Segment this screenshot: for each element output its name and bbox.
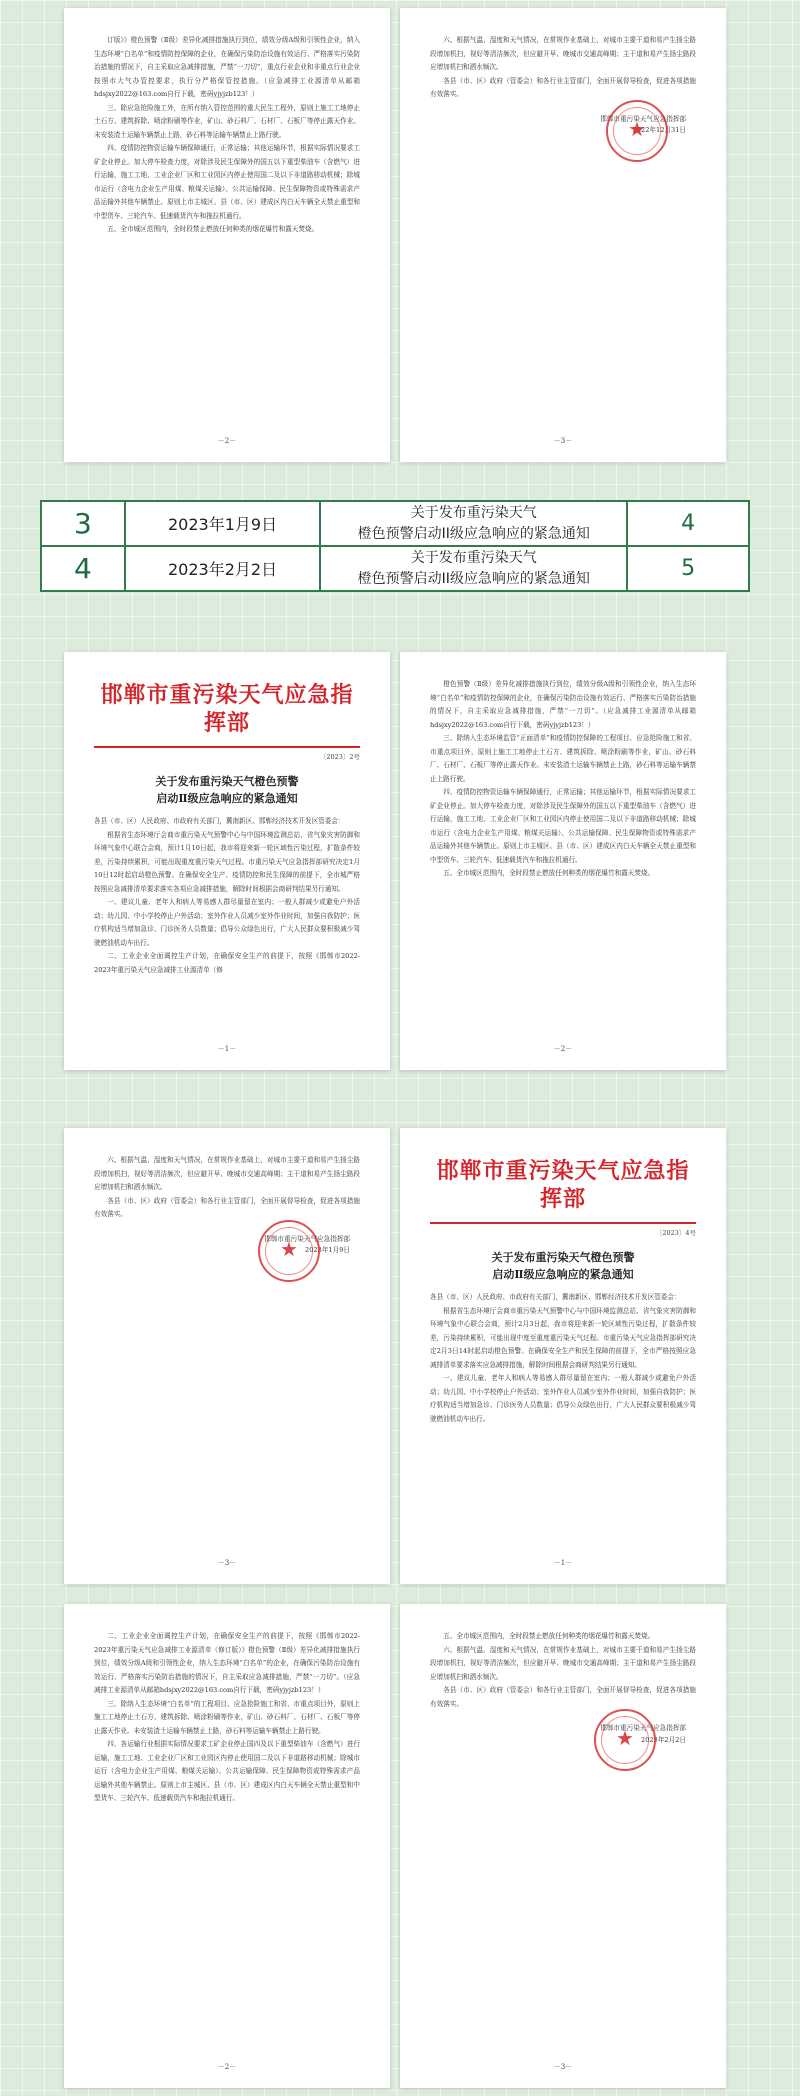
doc4-page-2 [64,1604,390,2088]
row-number: 3 [41,501,125,546]
red-divider [94,746,360,748]
paragraph: 一、建议儿童、老年人和病人等易感人群尽量留在室内；一般人群减少或避免户外活动；幼儿园、中小学校停止户外活动；室外作业人员减少室外作业时间，加强自我防护；医疗机构适当增加急诊、门诊医务人员数量；倡导公众绿色出行，广大人民群众要积极减少驾驶燃油机动车出行。 [430,1374,696,1423]
page-number: －2－ [217,2062,237,2071]
row-number: 4 [41,546,125,591]
document-index-table [40,500,750,592]
table-row [41,501,749,546]
paragraph: 六、根据气温、湿度和天气情况，在常规作业基础上，对城市主要干道和易产生扬尘路段增加机扫，视好等清洁频次，但应避开早、晚城市交通高峰期；主干道和易产生扬尘路段应增加机扫和洒水频次。 [430,1645,696,1681]
masthead: 邯郸市重污染天气应急指挥部 [436,1158,690,1212]
official-seal-icon: ★ [594,1709,656,1771]
addressee: 各县（市、区）人民政府、市政府有关部门，冀南新区、邯郸经济技术开发区管委会： [94,817,345,826]
official-seal-icon: ★ [258,1220,320,1282]
page-number: －2－ [553,1044,573,1053]
page-number: －2－ [217,436,237,445]
paragraph: 四、疫情防控物资运输车辆保障通行，正常运输；其他运输环节，根据实际情况要求工矿企业停止。加大停车检查力度，对除涉及民生保障外的国五以下重型柴油车（含燃气）进行运输，施工工地、工业企业厂区和工业园区内停止使用国二及以下非道路移动机械；除城市运行（含电力企业生产用煤、粮煤关运输）、公共运输保障、民生保障物资或特殊需求产品运输外其他车辆禁止。原则上市主城区、县（市、区）建成区内白天车辆全天禁止重型和中型货车、三轮汽车、低速载货汽车和拖拉机通行。 [94,144,360,220]
paragraph: 二、工业企业全面调控生产计划，在确保安全生产的前提下，按照《邯郸市2022-2023年重污染天气应急减排工业源清单（修订版）》橙色预警（Ⅱ级）差异化减排措施执行到位，绩效分级A级和引领性企业，纳入生态环境“白名单”的企业，在确保污染防治设施有效运行、严格落实污染防治措施的情况下，自主采取应急减排措施，严禁“一刀切”。（应急减排工业源清单从邮箱hdsjxy2022@163.com自行下载，密码yjyjzb123！） [94,1632,360,1695]
paragraph: 订版》》橙色预警（Ⅱ级）差异化减排措施执行到位，绩效分级A级和引领性企业，纳入生态环境“白名单”和疫情防控保障的企业，在确保污染防治设施有效运行、严格落实污染防治措施的情况下，自主采取应急减排措施，严禁“一刀切”，重点行业企业和非重点行业企业按照市大气办管控要求，执行分严格保管控措施。（应急减排工业源清单从邮箱hdsjxy2022@163.com自行下载，密码yjyjzb123！） [94,36,360,99]
paragraph: 五、全市城区范围内，全时段禁止燃放任何种类的烟花爆竹和露天焚烧。 [443,869,655,878]
paragraph: 四、疫情防控物资运输车辆保障通行，正常运输；其他运输环节，根据实际情况要求工矿企业停止。加大停车检查力度，对除涉及民生保障外的国五以下重型柴油车（含燃气）进行运输，施工工地、工业企业厂区和工业园区内停止使用国二及以下非道路移动机械；除城市运行（含电力企业生产用煤、粮煤关运输）、公共运输保障、民生保障物资或特殊需求产品运输外其他车辆禁止。原则上市主城区、县（市、区）建成区内白天车辆全天禁止重型和中型货车、三轮汽车、低速载货汽车和拖拉机通行。 [430,788,696,864]
doc-page-top-left [64,8,390,462]
paragraph: 四、各运输行业根据实际情况要求工矿企业停止国四及以下重型柴油车（含燃气）进行运输，施工工地、工业企业厂区和工业园区内停止使用国二及以下非道路移动机械；除城市运行（含电力企业生产用煤、粮煤关运输）、公共运输保障、民生保障物资或特殊需求产品运输外其他车辆禁止。原则上市主城区、县（市、区）建成区内白天车辆全天禁止重型和中型货车、三轮汽车、低速载货汽车和拖拉机通行。 [94,1740,360,1803]
row-date: 2023年1月9日 [125,501,321,546]
paragraph: 三、除纳入生态环境“白名单”的工程项目、应急抢险施工和省、市重点项目外，原则上施工工地停止土石方、建筑拆除、喷涂粉刷等作业，矿山、砂石料厂、石材厂、石板厂等停止露天作业。未安装渣土运输车辆禁止上路，砂石料等运输车辆禁止上路行驶。 [94,1699,360,1735]
document-title: 关于发布重污染天气橙色预警 启动Ⅱ级应急响应的紧急通知 [155,775,299,805]
paragraph: 各县（市、区）政府（管委会）和各行业主管部门，全面开展督导检查，促进各项措施有效落实。 [430,1686,696,1708]
paragraph: 三、除纳入生态环境监管“正面清单”和疫情防控保障的工程项目、应急抢险施工和省、市重点项目外，原则上施工工地停止土石方、建筑拆除、喷涂粉刷等作业，矿山、砂石料厂、石材厂、石板厂等停止露天作业。未安装渣土运输车辆禁止上路，砂石料等运输车辆禁止上路行驶。 [430,734,696,783]
official-seal-icon: ★ [606,100,668,162]
signature: 邯郸市重污染天气应急指挥部 [600,1724,686,1733]
doc3-page-3 [64,1128,390,1584]
paragraph: 五、全市城区范围内，全时段禁止燃放任何种类的烟花爆竹和露天焚烧。 [107,225,319,234]
doc3-page-1 [64,652,390,1070]
document-title: 关于发布重污染天气橙色预警 启动Ⅱ级应急响应的紧急通知 [491,1251,635,1281]
paragraph: 二、工业企业全面调控生产计划，在确保安全生产的前提下，按照《邯郸市2022-2023年重污染天气应急减排工业源清单（修 [94,952,360,974]
row-page-count: 4 [627,501,749,546]
page-number: －3－ [217,1558,237,1567]
paragraph: 五、全市城区范围内，全时段禁止燃放任何种类的烟花爆竹和露天焚烧。 [443,1632,655,1640]
page-number: －3－ [553,436,573,445]
paragraph: 橙色预警（Ⅱ级）差异化减排措施执行到位，绩效分级A级和引领性企业，纳入生态环境“白名单”和疫情防控保障的企业，在确保污染防治设施有效运行、严格落实污染防治措施的情况下，自主采取应急减排措施，严禁“一刀切”。（应急减排工业源清单从邮箱hdsjxy2022@163.com自行下载，密码yjyjzb123！） [430,680,696,729]
document-number: 〔2023〕2号 [319,753,360,761]
paragraph: 各县（市、区）政府（管委会）和各行业主管部门，全面开展督导检查，促进各项措施有效落实。 [94,1196,360,1219]
paragraph: 根据省生态环境厅会商市重污染天气预警中心与中国环境监测总站、省气象灾害防御和环境气象中心联合会商，预计1月10日起，我市将迎来新一轮区域性污染过程，扩散条件较差，污染持续累积，可能出现重度重污染天气过程。市重污染天气应急指挥部研究决定1月10日12时起启动橙色预警。在确保安全生产、疫情防控和民生保障的前提下，全市城严格按照应急减排清单要求落实各项应急减排措施，解除时间根据会商研判结果另行通知。 [94,830,360,893]
paragraph: 各县（市、区）政府（管委会）和各行业主管部门，全面开展督导检查，促进各项措施有效落实。 [430,76,696,99]
page-number: －1－ [553,1558,573,1567]
doc-page-top-right [400,8,726,462]
row-date: 2023年2月2日 [125,546,321,591]
table-row [41,546,749,591]
row-title: 关于发布重污染天气 橙色预警启动II级应急响应的紧急通知 [320,546,627,591]
signature: 邯郸市重污染天气应急指挥部 [600,114,686,123]
row-title: 关于发布重污染天气 橙色预警启动II级应急响应的紧急通知 [320,501,627,546]
signature: 邯郸市重污染天气应急指挥部 [264,1234,350,1243]
paragraph: 六、根据气温、湿度和天气情况，在常规作业基础上，对城市主要干道和易产生扬尘路段增加机扫，视好等清洁频次，但应避开早、晚城市交通高峰期；主干道和易产生扬尘路段应增加机扫和洒水频次。 [430,36,696,72]
sign-date: 2022年12月31日 [632,126,686,135]
paragraph: 一、建议儿童、老年人和病人等易感人群尽量留在室内；一般人群减少或避免户外活动；幼儿园、中小学校停止户外活动；室外作业人员减少室外作业时间，加强自我防护；医疗机构适当增加急诊、门诊医务人员数量；倡导公众绿色出行，广大人民群众要积极减少驾驶燃油机动车出行。 [94,898,360,947]
paragraph: 根据省生态环境厅会商市重污染天气预警中心与中国环境监测总站、省气象灾害防御和环境气象中心联合会商，预计2月3日起，我市将迎来新一轮区域性污染过程，扩散条件较差，污染持续累积，可能出现中度至重度重污染天气过程。市重污染天气应急指挥部研究决定2月3日14时起启动橙色预警。在确保安全生产和民生保障的前提下，全市严格按照应急减排清单要求落实应急减排措施，解除时间根据会商研判结果另行通知。 [430,1306,696,1369]
row-page-count: 5 [627,546,749,591]
sign-date: 2023年1月9日 [305,1246,350,1255]
red-divider [430,1222,696,1224]
masthead: 邯郸市重污染天气应急指挥部 [100,682,354,736]
sign-date: 2023年2月2日 [641,1735,686,1744]
document-number: 〔2023〕4号 [655,1229,696,1237]
addressee: 各县（市、区）人民政府、市政府有关部门，冀南新区、邯郸经济技术开发区管委会： [430,1293,681,1302]
doc3-page-2 [400,652,726,1070]
doc4-page-3 [400,1604,726,2088]
doc4-page-1 [400,1128,726,1584]
paragraph: 六、根据气温、湿度和天气情况，在常规作业基础上，对城市主要干道和易产生扬尘路段增加机扫，视好等清洁频次，但应避开早、晚城市交通高峰期；主干道和易产生扬尘路段应增加机扫和洒水频次。 [94,1156,360,1192]
paragraph: 三、除应急抢险施工外，在所有纳入管控范围的重大民生工程外，原则上施工工地停止土石方、建筑拆除、喷涂粉刷等作业，矿山、砂石料厂、石材厂、石板厂等停止露天作业。未安装渣土运输车辆禁止上路，砂石料等运输车辆禁止上路行驶。 [94,103,360,139]
page-number: －1－ [217,1044,237,1053]
page-number: －3－ [553,2062,573,2071]
